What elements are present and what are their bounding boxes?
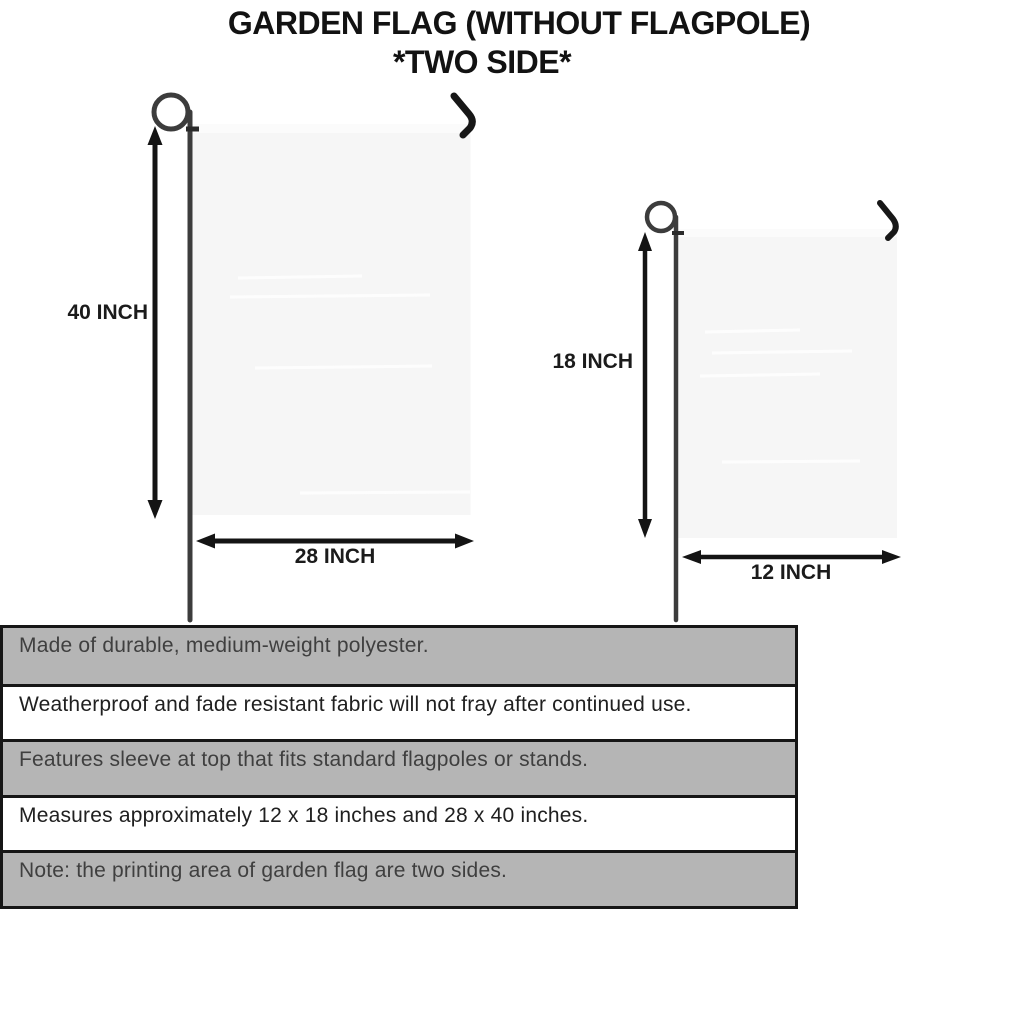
- flagpole-loop-icon: [154, 95, 188, 129]
- spec-row-measures: Measures approximately 12 x 18 inches and 28 x 40 inches.: [3, 795, 795, 851]
- page-subtitle: *TWO SIDE*: [392, 44, 572, 80]
- flagpole-loop-icon: [647, 203, 675, 231]
- small-flag-sleeve: [678, 229, 897, 237]
- vertical-dimension-arrow: [148, 126, 163, 519]
- small-flag-width-label: 12 INCH: [750, 561, 832, 584]
- page-title: GARDEN FLAG (WITHOUT FLAGPOLE): [227, 5, 811, 41]
- large-flag-group: [148, 95, 475, 620]
- small-flag-body: [678, 229, 897, 538]
- large-flag-width-label: 28 INCH: [294, 545, 376, 568]
- spec-row-note: Note: the printing area of garden flag are two sides.: [3, 850, 795, 906]
- spec-row-weatherproof: Weatherproof and fade resistant fabric will not fray after continued use.: [3, 684, 795, 740]
- spec-row-sleeve: Features sleeve at top that fits standard flagpoles or stands.: [3, 739, 795, 795]
- spec-table: [0, 625, 798, 909]
- large-flag-sleeve: [193, 124, 471, 133]
- small-flag-height-label: 18 INCH: [552, 350, 633, 373]
- small-flag-group: [638, 203, 901, 620]
- spec-row-material: Made of durable, medium-weight polyester.: [3, 628, 795, 684]
- vertical-dimension-arrow: [638, 232, 652, 538]
- large-flag-body: [193, 124, 471, 515]
- large-flag-height-label: 40 INCH: [67, 301, 148, 324]
